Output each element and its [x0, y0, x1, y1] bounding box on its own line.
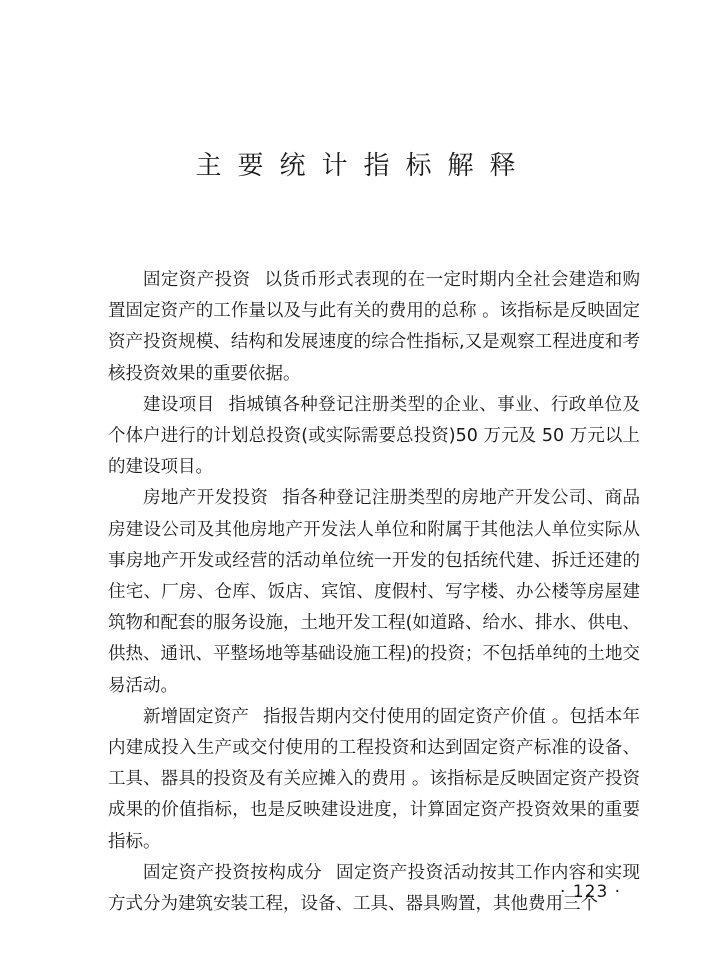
paragraph-text: 固定资产投资活动按其工作内容和实现方式分为建筑安装工程，设备、工具、器具购置，其他费用三个: [108, 862, 641, 915]
paragraph-real-estate-investment: [108, 483, 640, 701]
paragraph-text: 指各种登记注册类型的房地产开发公司、商品房建设公司及其他房地产开发法人单位和附属于其他法人单位实际从事房地产开发或经营的活动单位统一开发的包括统代建、拆迁还建的住宅、厂房、仓库、饭店、宾馆、度假村、写字楼、办公楼等房屋建筑物和配套的服务设施，土地开发工程(如道路、给水、排水、供电、供热、通讯、平整场地等基础设施工程)的投资；不包括单纯的土地交易活动。: [108, 488, 640, 696]
paragraph-text: 指城镇各种登记注册类型的企业、事业、行政单位及个体户进行的计划总投资(或实际需要总投资)50 万元及 50 万元以上的建设项目。: [108, 394, 641, 478]
term-label: 固定资产投资按构成分: [143, 862, 323, 883]
term-label: 房地产开发投资: [143, 488, 269, 509]
term-label: 新增固定资产: [143, 706, 250, 727]
term-label: 建设项目: [143, 394, 215, 415]
paragraph-fixed-asset-investment: [108, 265, 640, 390]
body-text: [108, 265, 640, 920]
paragraph-construction-project: [108, 390, 640, 484]
page-title: 主要统计指标解释: [195, 151, 532, 181]
paragraph-text: 指报告期内交付使用的固定资产价值 。包括本年内建成投入生产或交付使用的工程投资和达到固定资产标准的设备、工具、器具的投资及有关应摊入的费用 。该指标是反映固定资产投资成果的价值指标，也是反映建设进度，计算固定资产投资效果的重要指标。: [108, 706, 641, 852]
term-label: 固定资产投资: [143, 270, 251, 290]
paragraph-text: 以货币形式表现的在一定时期内全社会建造和购置固定资产的工作量以及与此有关的费用的总称 。该指标是反映固定资产投资规模、结构和发展速度的综合性指标,又是观察工程进度和考核投资效果的重要依据。: [108, 270, 641, 384]
page-number: · 123 ·: [560, 882, 622, 902]
paragraph-new-fixed-assets: [108, 702, 640, 858]
